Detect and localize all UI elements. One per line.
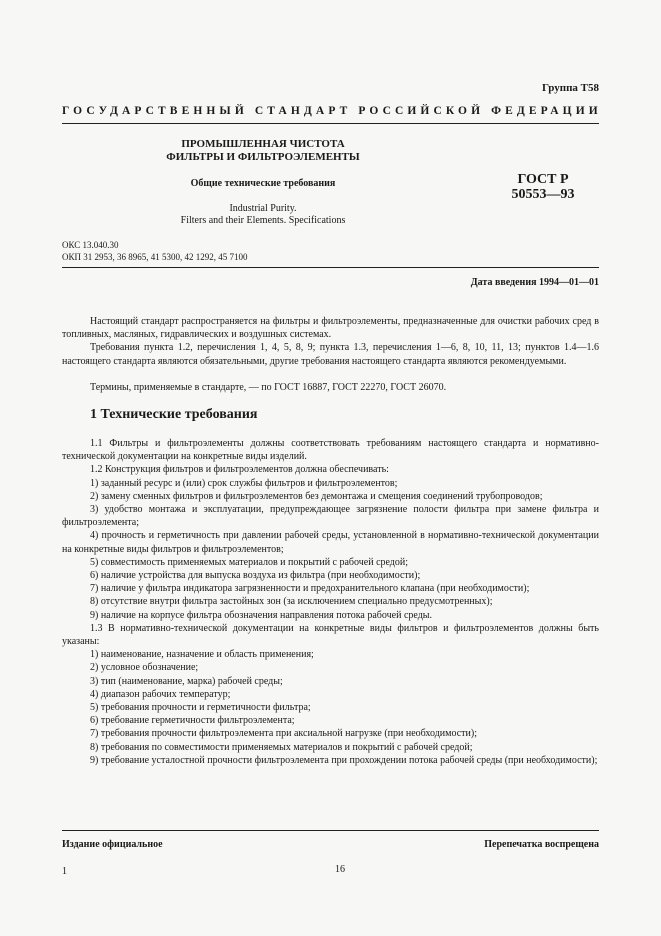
- section-heading: 1 Технические требования: [90, 407, 258, 422]
- requirement-item: 4) диапазон рабочих температур;: [90, 688, 231, 700]
- requirements-section: [62, 437, 599, 767]
- terms-section: [62, 381, 599, 394]
- page-index: 1: [62, 866, 67, 877]
- requirement-item: 6) наличие устройства для выпуска воздуха из фильтра (при необходимости);: [90, 570, 421, 582]
- requirement-item: 1.1 Фильтры и фильтроэлементы должны соответствовать требованиям настоящего стандарта и нормативно-технической документации на конкретные виды изделий.: [62, 438, 599, 463]
- footer-rule: [62, 830, 599, 831]
- reprint-prohibited-label: Перепечатка воспрещена: [484, 839, 599, 850]
- intro-section: [62, 315, 599, 368]
- terms-paragraph: Термины, применяемые в стандарте, — по ГОСТ 16887, ГОСТ 22270, ГОСТ 26070.: [90, 382, 447, 393]
- requirement-item: 6) требование герметичности фильтроэлемента;: [90, 715, 295, 727]
- title-line-1: ПРОМЫШЛЕННАЯ ЧИСТОТА: [181, 138, 345, 150]
- requirement-item: 1) наименование, назначение и область применения;: [90, 649, 314, 661]
- gost-line-1: ГОСТ Р: [517, 172, 569, 187]
- document-title: [150, 138, 376, 164]
- standard-banner: ГОСУДАРСТВЕННЫЙ СТАНДАРТ РОССИЙСКОЙ ФЕДЕРАЦИИ: [62, 105, 602, 117]
- requirement-item: 2) условное обозначение;: [90, 662, 199, 674]
- okp-code: ОКП 31 2953, 36 8965, 41 5300, 42 1292, 45 7100: [62, 252, 248, 262]
- requirement-item: 1.3 В нормативно-технической документации на конкретные виды фильтров и фильтроэлементов должны быть указаны:: [62, 622, 599, 648]
- requirement-item: 8) отсутствие внутри фильтра застойных зон (за исключением специально предусмотренных);: [90, 596, 493, 608]
- requirement-item: 9) требование усталостной прочности фильтроэлемента при прохождении потока рабочей среды (при необходимости);: [90, 754, 598, 766]
- group-code: Группа Т58: [541, 82, 599, 94]
- oks-code: ОКС 13.040.30: [62, 240, 119, 250]
- intro-paragraph: Настоящий стандарт распространяется на фильтры и фильтроэлементы, предназначенные для очистки рабочих сред в топливных, масляных, гидравлических и воздушных системах.: [62, 316, 599, 341]
- requirement-item: 4) прочность и герметичность при давлении рабочей среды, установленной в нормативно-технической документации на конкретные виды фильтров и фильтроэлементов;: [62, 530, 599, 555]
- requirement-item: 7) наличие у фильтра индикатора загрязненности и предохранительного клапана (при необходимости);: [90, 583, 530, 595]
- requirement-item: 2) замену сменных фильтров и фильтроэлементов без демонтажа и смещения соединений трубопроводов;: [90, 490, 543, 502]
- english-title-line-2: Filters and their Elements. Specifications: [180, 215, 346, 226]
- gost-line-2: 50553—93: [511, 187, 575, 202]
- official-edition-label: Издание официальное: [62, 839, 163, 850]
- effective-date: Дата введения 1994—01—01: [470, 277, 599, 288]
- codes-rule: [62, 267, 599, 268]
- english-title: [150, 203, 376, 227]
- requirement-item: 8) требования по совместимости применяемых материалов и покрытий с рабочей средой;: [90, 741, 473, 753]
- requirement-item: 3) тип (наименование, марка) рабочей среды;: [90, 675, 283, 687]
- classification-codes: [62, 239, 248, 263]
- requirement-item: 3) удобство монтажа и эксплуатации, предупреждающее загрязнение полости фильтра при замене фильтра и фильтроэлемента;: [62, 504, 599, 529]
- gost-number: [488, 172, 598, 202]
- english-title-line-1: Industrial Purity.: [229, 203, 297, 214]
- page-number: 16: [335, 864, 345, 875]
- requirement-item: 1) заданный ресурс и (или) срок службы фильтров и фильтроэлементов;: [90, 477, 398, 489]
- requirement-item: 9) наличие на корпусе фильтра обозначения направления потока рабочей среды.: [90, 609, 433, 621]
- title-line-2: ФИЛЬТРЫ И ФИЛЬТРОЭЛЕМЕНТЫ: [166, 151, 360, 163]
- requirement-item: 7) требования прочности фильтроэлемента при аксиальной нагрузке (при необходимости);: [90, 728, 477, 740]
- requirement-item: 5) требования прочности и герметичности фильтра;: [90, 702, 311, 714]
- requirement-item: 5) совместимость применяемых материалов и покрытий с рабочей средой;: [90, 556, 409, 568]
- requirement-item: 1.2 Конструкция фильтров и фильтроэлементов должна обеспечивать:: [90, 464, 389, 476]
- document-subtitle: Общие технические требования: [190, 178, 336, 189]
- header-rule: [62, 123, 599, 124]
- intro-paragraph: Требования пункта 1.2, перечисления 1, 4, 5, 8, 9; пункта 1.3, перечисления 1—6, 8, 10, 11, 13; пунктов 1.4—1.6 настоящего стандарта являются обязательными, другие требования настоящего стандарта являются рекомендуемыми.: [62, 342, 599, 367]
